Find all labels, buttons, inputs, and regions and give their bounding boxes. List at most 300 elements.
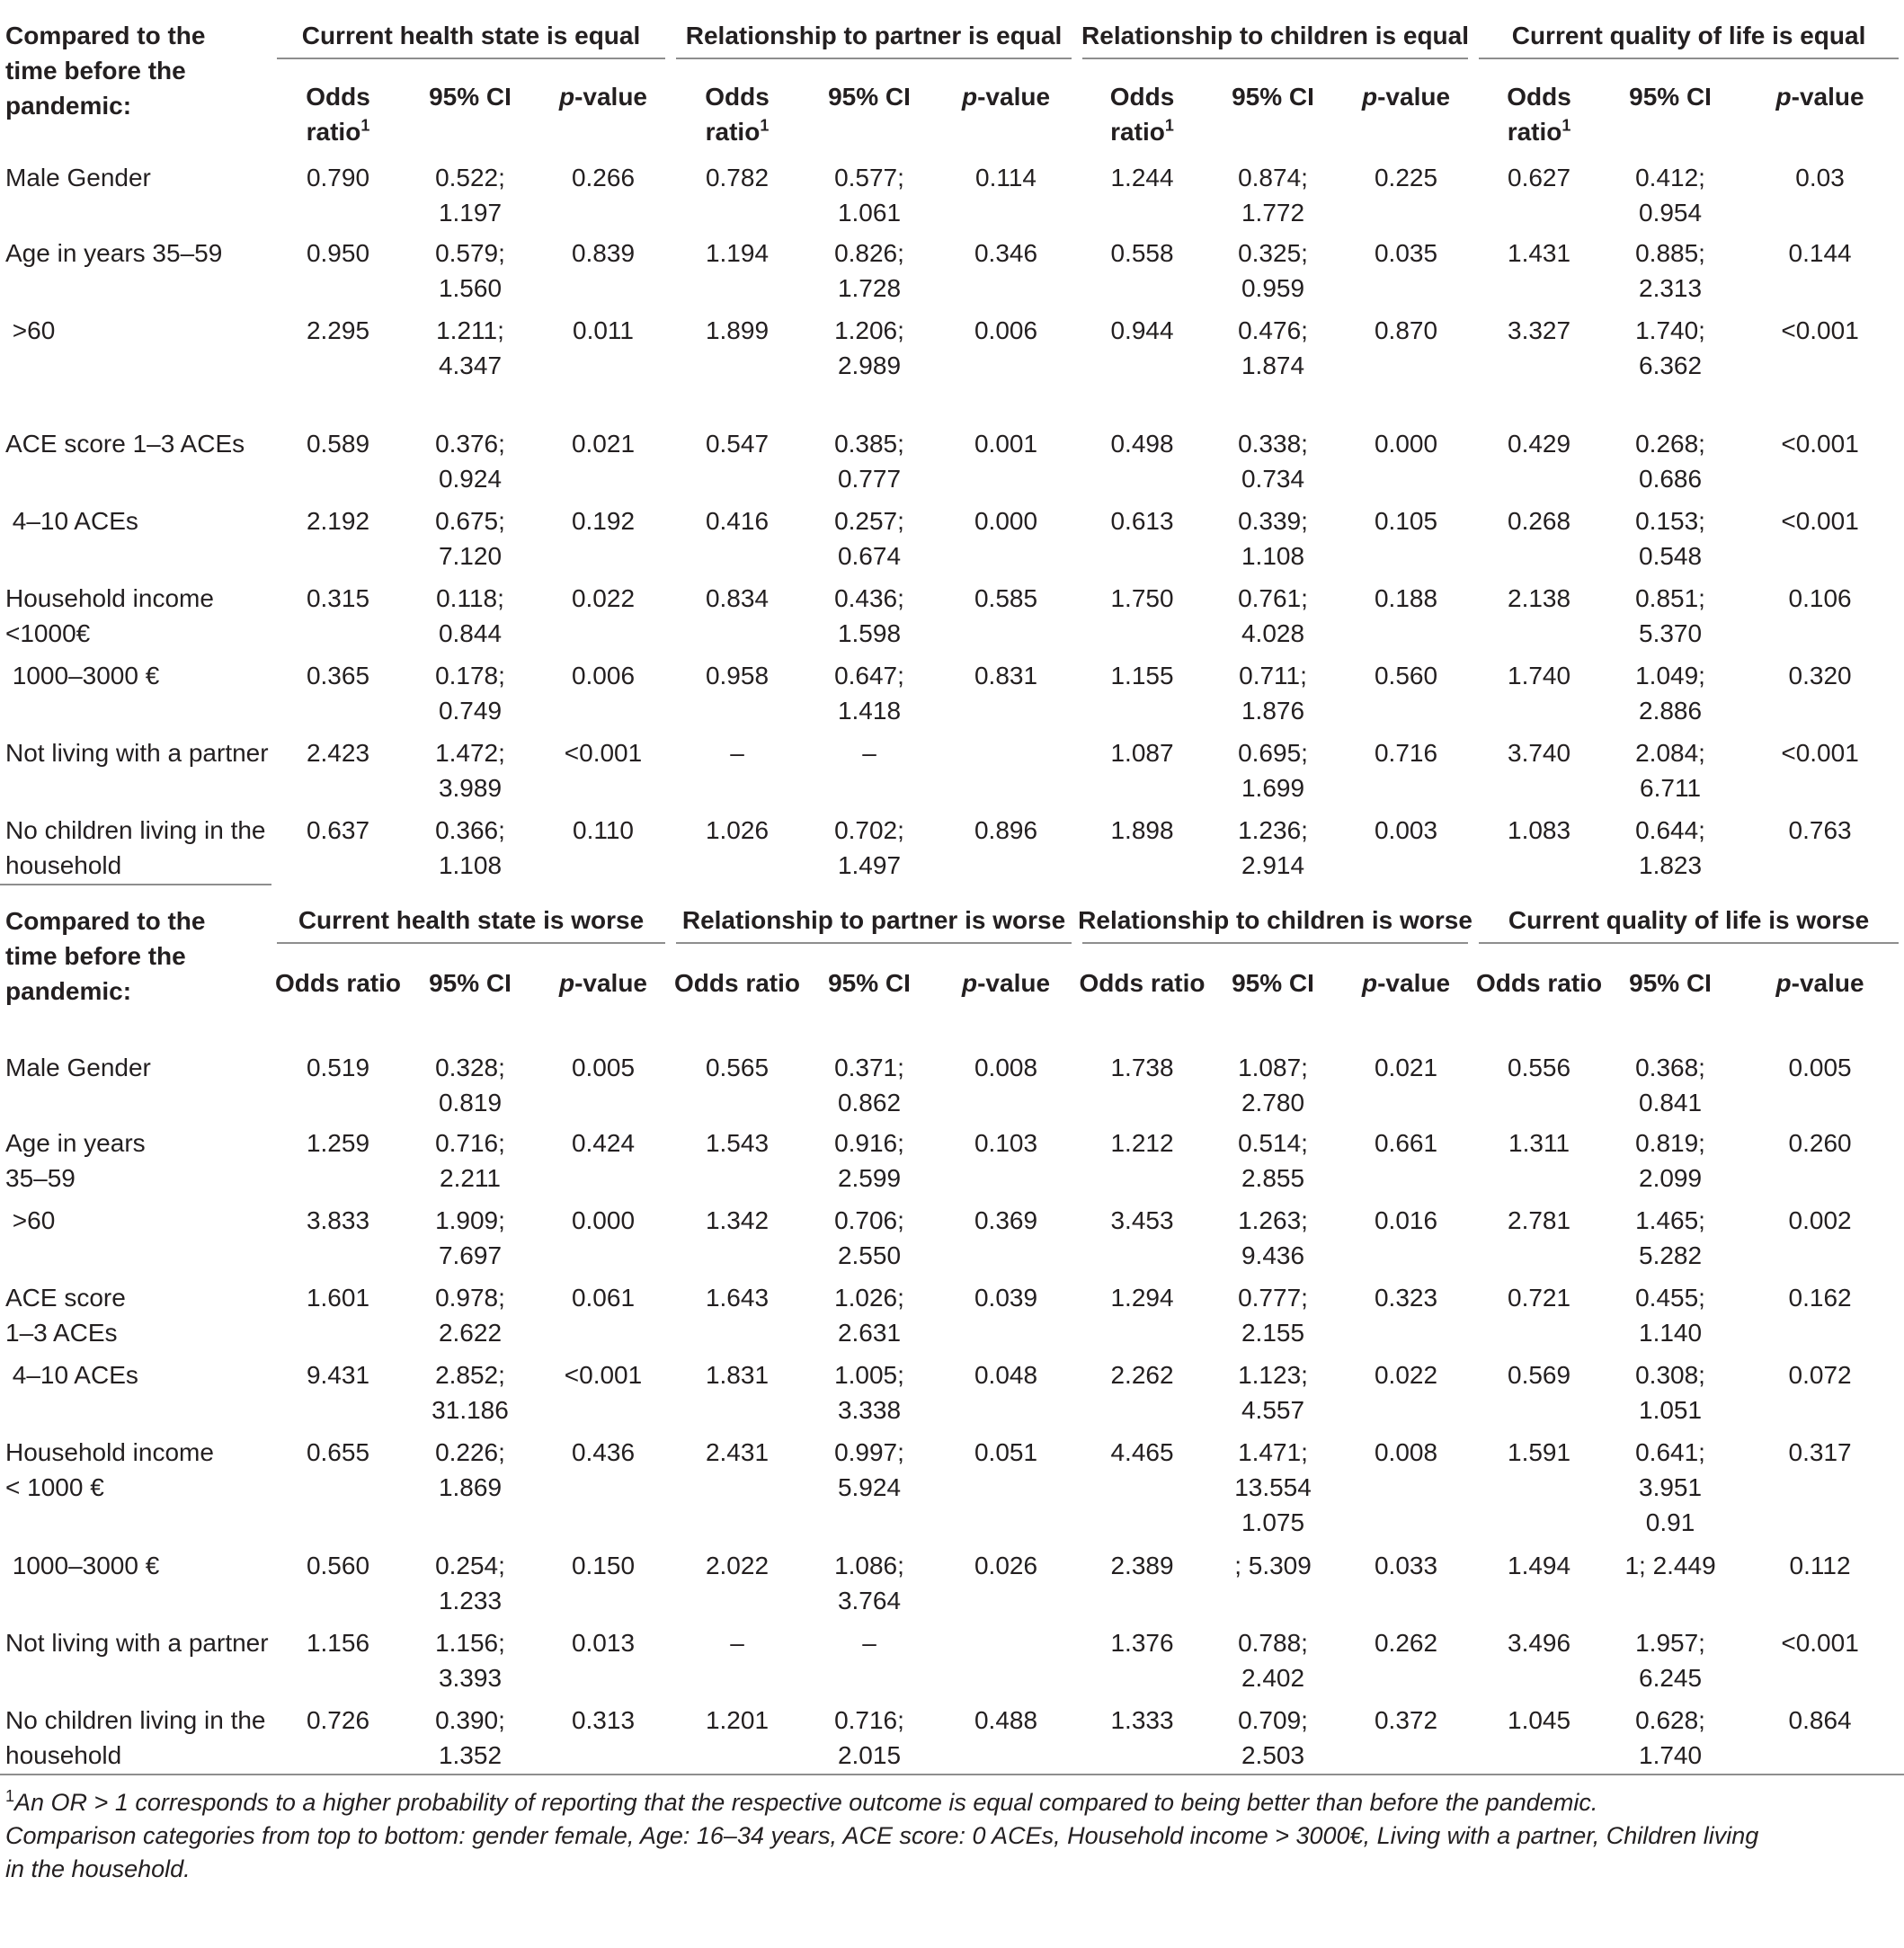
- col-odds-ratio-text: Odds: [705, 83, 770, 111]
- ci-cell-line: 1.140: [1639, 1319, 1703, 1347]
- ci-cell-line: 4.347: [438, 351, 503, 379]
- ci-cell-line: 0.647;: [834, 662, 904, 689]
- odds-ratio-cell: [1077, 1620, 1207, 1697]
- ci-cell-line: 0.709;: [1238, 1706, 1308, 1734]
- col-odds-ratio-text: Odds ratio: [1476, 969, 1603, 997]
- p-value-cell-line: 0.585: [974, 584, 1038, 612]
- p-value-cell: [1736, 1429, 1904, 1543]
- p-value-cell: [935, 1275, 1077, 1352]
- p-value-cell: [1339, 421, 1473, 498]
- ci-cell-line: 1.156;: [435, 1629, 505, 1657]
- ci-cell: [1605, 1039, 1736, 1120]
- ci-cell-line: 0.325;: [1238, 239, 1308, 267]
- group-header: [1077, 885, 1473, 962]
- row-label: [0, 1620, 271, 1697]
- ci-cell: [405, 807, 536, 885]
- col-p-italic: p: [558, 969, 575, 997]
- p-value-cell: [1339, 1543, 1473, 1620]
- odds-ratio-cell-line: 3.496: [1508, 1629, 1571, 1657]
- p-value-cell: [536, 730, 671, 807]
- ci-cell: [1605, 230, 1736, 307]
- col-p-rest: -value: [977, 969, 1051, 997]
- col-p-rest: -value: [977, 83, 1051, 111]
- p-value-cell-line: 0.072: [1788, 1361, 1852, 1389]
- ci-cell: [1605, 1429, 1736, 1543]
- p-value-cell-line: 0.864: [1788, 1706, 1852, 1734]
- col-odds-ratio-line: [671, 965, 804, 1001]
- p-value-cell-line: 0.016: [1374, 1206, 1438, 1234]
- odds-ratio-cell-line: 0.365: [306, 662, 370, 689]
- p-value-cell-line: 0.103: [974, 1129, 1038, 1157]
- p-value-cell-line: 0.022: [571, 584, 636, 612]
- p-value-cell: [1736, 1197, 1904, 1275]
- table-row: [0, 307, 1904, 421]
- odds-ratio-cell: [1473, 1120, 1605, 1197]
- p-value-cell-line: 0.022: [1374, 1361, 1438, 1389]
- p-value-cell-line: 0.005: [1788, 1054, 1852, 1081]
- ci-cell-line: 0.761;: [1238, 584, 1308, 612]
- row-label: [0, 1352, 271, 1429]
- p-value-cell: [1339, 307, 1473, 421]
- ci-cell-line: 1.909;: [435, 1206, 505, 1234]
- ci-cell-line: 2.503: [1241, 1741, 1305, 1769]
- row-label-line: Not living with a partner: [5, 739, 269, 767]
- ci-cell-line: 1.740;: [1635, 316, 1705, 344]
- odds-ratio-cell: [271, 149, 405, 230]
- odds-ratio-cell: [271, 1120, 405, 1197]
- p-value-cell-line: 0.114: [975, 164, 1037, 191]
- ci-cell: [804, 1275, 935, 1352]
- ci-cell: [405, 653, 536, 730]
- p-value-cell-line: 0.013: [571, 1629, 636, 1657]
- ci-cell-line: 2.313: [1639, 274, 1703, 302]
- odds-ratio-cell: [271, 421, 405, 498]
- col-p-value: [935, 76, 1077, 149]
- col-odds-ratio: [671, 962, 804, 1039]
- odds-ratio-cell-line: 3.833: [306, 1206, 370, 1234]
- col-p-rest: -value: [1791, 969, 1864, 997]
- odds-ratio-cell-line: 0.565: [705, 1054, 770, 1081]
- ci-cell-line: 1.957;: [1635, 1629, 1705, 1657]
- ci-cell-line: ; 5.309: [1234, 1552, 1312, 1579]
- col-p-rest: -value: [574, 83, 648, 111]
- odds-ratio-cell: [271, 807, 405, 885]
- p-value-cell-line: 0.021: [1374, 1054, 1438, 1081]
- table-row: [0, 1697, 1904, 1775]
- ci-cell: [1605, 1620, 1736, 1697]
- ci-cell-line: 3.989: [438, 774, 503, 802]
- p-value-cell-line: 0.323: [1374, 1284, 1438, 1312]
- row-label: [0, 1429, 271, 1543]
- p-value-cell: [536, 807, 671, 885]
- p-value-cell: [536, 1352, 671, 1429]
- p-value-cell-line: 0.03: [1795, 164, 1845, 191]
- p-value-cell-line: 0.424: [571, 1129, 636, 1157]
- p-value-cell-line: 0.000: [1374, 430, 1438, 458]
- group-title: Current health state is worse: [298, 906, 645, 934]
- p-value-cell-line: 0.105: [1374, 507, 1438, 535]
- odds-ratio-cell-line: 0.834: [705, 584, 770, 612]
- p-value-cell-line: 0.002: [1788, 1206, 1852, 1234]
- table-row: [0, 1120, 1904, 1197]
- odds-ratio-cell-line: 1.311: [1508, 1129, 1570, 1157]
- p-value-cell-line: 0.896: [974, 816, 1038, 844]
- p-value-cell: [1736, 149, 1904, 230]
- ci-cell-line: 3.951: [1639, 1473, 1703, 1501]
- table-row: [0, 653, 1904, 730]
- ci-cell-line: 2.211: [440, 1164, 501, 1192]
- ci-cell-line: 0.706;: [834, 1206, 904, 1234]
- odds-ratio-cell: [1077, 653, 1207, 730]
- odds-ratio-cell-line: 0.782: [705, 164, 770, 191]
- p-value-cell: [935, 1039, 1077, 1120]
- p-value-cell: [935, 421, 1077, 498]
- odds-ratio-cell: [1077, 230, 1207, 307]
- ci-cell: [1207, 307, 1339, 421]
- odds-ratio-cell: [1077, 498, 1207, 575]
- col-odds-ratio-line: [1473, 114, 1605, 149]
- col-odds-ratio-text: Odds ratio: [1079, 969, 1206, 997]
- row-label: [0, 1275, 271, 1352]
- ci-cell: [804, 1120, 935, 1197]
- odds-ratio-cell: [671, 807, 804, 885]
- ci-cell-line: 1; 2.449: [1624, 1552, 1716, 1579]
- row-label: [0, 575, 271, 653]
- ci-cell-line: 0.777;: [1238, 1284, 1308, 1312]
- ci-cell: [1605, 149, 1736, 230]
- col-p-rest: -value: [1791, 83, 1864, 111]
- odds-ratio-cell: [671, 653, 804, 730]
- ci-cell: [1605, 807, 1736, 885]
- odds-ratio-cell: [1473, 1352, 1605, 1429]
- ci-cell: [804, 421, 935, 498]
- col-odds-ratio: [671, 76, 804, 149]
- group-title: Current health state is equal: [301, 22, 641, 49]
- ci-cell: [804, 230, 935, 307]
- col-odds-ratio-text: ratio: [1110, 118, 1165, 146]
- group-underline: [676, 58, 1072, 59]
- p-value-cell-line: 0.716: [1374, 739, 1438, 767]
- ci-cell-line: 0.702;: [834, 816, 904, 844]
- ci-cell: [1605, 307, 1736, 421]
- odds-ratio-cell-line: 0.589: [306, 430, 370, 458]
- odds-ratio-cell-line: 0.655: [306, 1438, 370, 1466]
- group-title: Current quality of life is equal: [1511, 22, 1866, 49]
- ci-cell: [804, 149, 935, 230]
- odds-ratio-cell: [1077, 730, 1207, 807]
- ci-cell-line: 2.155: [1241, 1319, 1305, 1347]
- ci-cell-line: 0.628;: [1635, 1706, 1705, 1734]
- odds-ratio-cell-line: –: [730, 1629, 744, 1657]
- p-value-cell: [1736, 1039, 1904, 1120]
- row-header-cell: [0, 0, 271, 149]
- col-odds-ratio-line: [1473, 965, 1605, 1001]
- odds-ratio-cell: [671, 1120, 804, 1197]
- ci-cell: [804, 1543, 935, 1620]
- p-value-cell: [1339, 1697, 1473, 1775]
- table-row: [0, 230, 1904, 307]
- odds-ratio-cell: [271, 1197, 405, 1275]
- p-value-cell-line: 0.661: [1374, 1129, 1438, 1157]
- col-odds-ratio: [1077, 962, 1207, 1039]
- odds-ratio-cell-line: 0.560: [306, 1552, 370, 1579]
- col-odds-ratio: [271, 962, 405, 1039]
- odds-ratio-cell-line: 0.556: [1508, 1054, 1571, 1081]
- ci-cell-line: 0.675;: [435, 507, 505, 535]
- footnote-line-3: in the household.: [5, 1855, 191, 1882]
- ci-cell: [405, 307, 536, 421]
- footnote-reference-categories: [5, 1819, 1893, 1886]
- ci-cell-line: 0.924: [438, 465, 503, 493]
- ci-cell-line: 0.959: [1241, 274, 1305, 302]
- ci-cell-line: 0.749: [438, 697, 503, 725]
- ci-cell-line: 1.087;: [1238, 1054, 1308, 1081]
- row-label: [0, 730, 271, 807]
- row-header-line: time before the: [5, 942, 186, 970]
- row-label-line: 1000–3000 €: [5, 1552, 160, 1579]
- ci-cell-line: 4.028: [1241, 619, 1305, 647]
- ci-cell-line: 0.577;: [834, 164, 904, 191]
- group-title: Relationship to partner is equal: [685, 22, 1063, 49]
- group-header: [1473, 885, 1904, 962]
- p-value-cell-line: 0.110: [573, 816, 634, 844]
- p-value-cell: [536, 498, 671, 575]
- p-value-cell-line: 0.313: [571, 1706, 636, 1734]
- group-header: [271, 885, 671, 962]
- group-title: Relationship to partner is worse: [681, 906, 1066, 934]
- odds-ratio-cell: [1473, 1275, 1605, 1352]
- p-value-cell-line: 0.560: [1374, 662, 1438, 689]
- p-value-cell-line: 0.260: [1788, 1129, 1852, 1157]
- ci-cell-line: 0.338;: [1238, 430, 1308, 458]
- table-row: [0, 1543, 1904, 1620]
- col-odds-ratio-text: Odds: [306, 83, 370, 111]
- odds-ratio-cell-line: 0.944: [1110, 316, 1174, 344]
- odds-ratio-cell: [1473, 230, 1605, 307]
- odds-ratio-cell-line: 0.519: [306, 1054, 370, 1081]
- p-value-cell: [1339, 1429, 1473, 1543]
- ci-cell-line: 0.885;: [1635, 239, 1705, 267]
- odds-ratio-cell-line: 1.083: [1508, 816, 1571, 844]
- col-odds-ratio-line: [671, 114, 804, 149]
- p-value-cell: [1339, 653, 1473, 730]
- p-value-cell: [1736, 498, 1904, 575]
- ci-cell-line: 1.236;: [1238, 816, 1308, 844]
- ci-cell-line: 0.716;: [435, 1129, 505, 1157]
- p-value-cell-line: 0.144: [1788, 239, 1852, 267]
- row-label-line: 1–3 ACEs: [5, 1319, 118, 1347]
- odds-ratio-cell-line: 1.899: [705, 316, 770, 344]
- footnote-ref: 1: [1561, 116, 1571, 135]
- odds-ratio-cell-line: 1.194: [705, 239, 770, 267]
- ci-cell-line: 2.886: [1639, 697, 1703, 725]
- group-header: [671, 0, 1077, 76]
- ci-cell: [405, 1120, 536, 1197]
- col-odds-ratio-text: Odds: [1109, 83, 1175, 111]
- ci-cell-line: 2.631: [837, 1319, 902, 1347]
- ci-cell: [1605, 1275, 1736, 1352]
- row-header-line: pandemic:: [5, 977, 132, 1005]
- odds-ratio-cell-line: 0.315: [306, 584, 370, 612]
- odds-ratio-cell: [671, 421, 804, 498]
- ci-cell: [1207, 230, 1339, 307]
- odds-ratio-cell: [1473, 653, 1605, 730]
- p-value-cell: [935, 653, 1077, 730]
- odds-ratio-cell: [1077, 307, 1207, 421]
- p-value-cell-line: <0.001: [1781, 1629, 1859, 1657]
- row-label: [0, 307, 271, 421]
- odds-ratio-cell: [1077, 1352, 1207, 1429]
- row-label-line: Age in years 35–59: [5, 239, 223, 267]
- odds-ratio-cell-line: 1.155: [1110, 662, 1174, 689]
- p-value-cell: [935, 1352, 1077, 1429]
- p-value-cell-line: 0.488: [974, 1706, 1038, 1734]
- odds-ratio-cell: [1077, 149, 1207, 230]
- ci-cell-line: 0.328;: [435, 1054, 505, 1081]
- group-title: Current quality of life is worse: [1508, 906, 1870, 934]
- col-odds-ratio-line: [671, 79, 804, 114]
- p-value-cell: [536, 307, 671, 421]
- odds-ratio-cell-line: 2.138: [1508, 584, 1571, 612]
- col-p-italic: p: [1362, 969, 1378, 997]
- ci-cell: [804, 1039, 935, 1120]
- ci-cell: [405, 230, 536, 307]
- p-value-cell: [1339, 1197, 1473, 1275]
- ci-cell-line: 0.641;: [1635, 1438, 1705, 1466]
- odds-ratio-cell-line: 1.750: [1110, 584, 1174, 612]
- p-value-cell-line: 0.150: [571, 1552, 636, 1579]
- p-value-cell: [536, 1429, 671, 1543]
- p-value-cell: [1736, 1352, 1904, 1429]
- group-underline: [277, 58, 665, 59]
- odds-ratio-cell-line: 0.498: [1110, 430, 1174, 458]
- p-value-cell: [935, 307, 1077, 421]
- ci-cell-line: 1.086;: [834, 1552, 904, 1579]
- col-odds-ratio: [1077, 76, 1207, 149]
- odds-ratio-cell-line: 1.259: [306, 1129, 370, 1157]
- table-row: [0, 498, 1904, 575]
- table-row: [0, 421, 1904, 498]
- p-value-cell: [536, 1120, 671, 1197]
- ci-cell-line: 0.385;: [834, 430, 904, 458]
- ci-cell-line: 0.711;: [1239, 662, 1307, 689]
- ci-cell-line: 0.368;: [1635, 1054, 1705, 1081]
- col-ci: 95% CI: [1232, 969, 1314, 997]
- p-value-cell-line: 0.369: [974, 1206, 1038, 1234]
- p-value-cell-line: 0.162: [1788, 1284, 1852, 1312]
- ci-cell-line: 3.338: [837, 1396, 902, 1424]
- odds-ratio-cell: [1077, 1429, 1207, 1543]
- p-value-cell-line: 0.225: [1374, 164, 1438, 191]
- p-value-cell: [536, 1620, 671, 1697]
- p-value-cell-line: 0.026: [974, 1552, 1038, 1579]
- ci-cell-line: 0.339;: [1238, 507, 1308, 535]
- footnote-line-1: An OR > 1 corresponds to a higher probability of reporting that the respective outcome is equal compared to being better than before the pandemic.: [14, 1789, 1598, 1816]
- ci-cell: [1207, 421, 1339, 498]
- p-value-cell-line: 0.831: [974, 662, 1038, 689]
- col-odds-ratio-text: Odds: [1507, 83, 1571, 111]
- ci-cell-line: 2.914: [1241, 851, 1305, 879]
- ci-cell-line: –: [862, 1629, 876, 1657]
- p-value-cell: [1736, 653, 1904, 730]
- p-value-cell: [1339, 498, 1473, 575]
- p-value-cell: [1339, 1275, 1473, 1352]
- row-label-line: 35–59: [5, 1164, 76, 1192]
- col-ci: 95% CI: [828, 969, 911, 997]
- table-row: [0, 807, 1904, 885]
- ci-cell-line: 0.716;: [834, 1706, 904, 1734]
- row-label-line: ACE score 1–3 ACEs: [5, 430, 245, 458]
- odds-ratio-cell: [671, 230, 804, 307]
- ci-cell: [405, 730, 536, 807]
- row-header-line: time before the: [5, 57, 186, 85]
- p-value-cell: [1736, 1697, 1904, 1775]
- p-value-cell-line: 0.008: [974, 1054, 1038, 1081]
- column-header-row: [0, 962, 1904, 1039]
- ci-cell-line: 0.226;: [435, 1438, 505, 1466]
- table-row: [0, 1275, 1904, 1352]
- group-underline: [1479, 942, 1899, 944]
- ci-cell-line: 1.465;: [1635, 1206, 1705, 1234]
- ci-cell-line: 9.436: [1241, 1241, 1305, 1269]
- col-odds-ratio: [1473, 962, 1605, 1039]
- ci-cell-line: 0.954: [1639, 199, 1703, 227]
- row-label: [0, 230, 271, 307]
- odds-ratio-cell: [1473, 421, 1605, 498]
- ci-cell-line: 1.108: [1241, 542, 1305, 570]
- col-p-italic: p: [1775, 969, 1792, 997]
- p-value-cell: [536, 230, 671, 307]
- odds-ratio-cell-line: 3.453: [1110, 1206, 1174, 1234]
- group-header-row: [0, 885, 1904, 962]
- p-value-cell-line: 0.039: [974, 1284, 1038, 1312]
- odds-ratio-cell: [1473, 807, 1605, 885]
- odds-ratio-cell-line: 1.376: [1110, 1629, 1174, 1657]
- odds-ratio-cell: [671, 149, 804, 230]
- ci-cell: [1605, 1543, 1736, 1620]
- ci-cell-line: 0.436;: [834, 584, 904, 612]
- p-value-cell-line: 0.011: [573, 316, 634, 344]
- ci-cell: [1207, 807, 1339, 885]
- table-row: [0, 149, 1904, 230]
- footnote-line-2: Comparison categories from top to bottom: gender female, Age: 16–34 years, ACE score: 0 ACEs, Household income > 3000€, Living with a partner, Children living: [5, 1822, 1759, 1849]
- p-value-cell-line: <0.001: [1781, 507, 1859, 535]
- odds-ratio-cell-line: 1.601: [306, 1284, 370, 1312]
- ci-cell-line: 6.711: [1640, 774, 1702, 802]
- ci-cell-line: 1.108: [438, 851, 503, 879]
- ci-cell: [804, 1429, 935, 1543]
- odds-ratio-cell-line: 0.721: [1508, 1284, 1571, 1312]
- col-p-value: [536, 76, 671, 149]
- ci-cell: [405, 1620, 536, 1697]
- odds-ratio-cell: [1473, 1429, 1605, 1543]
- col-p-italic: p: [1362, 83, 1378, 111]
- odds-ratio-cell-line: 2.192: [306, 507, 370, 535]
- ci-cell-line: 7.697: [438, 1241, 503, 1269]
- p-value-cell-line: 0.003: [1374, 816, 1438, 844]
- p-value-cell-line: 0.021: [571, 430, 636, 458]
- ci-cell: [1207, 575, 1339, 653]
- p-value-cell-line: 0.001: [974, 430, 1038, 458]
- col-ci: 95% CI: [429, 969, 512, 997]
- ci-cell-line: 1.472;: [435, 739, 505, 767]
- p-value-cell: [1736, 1620, 1904, 1697]
- odds-ratio-cell: [1077, 1197, 1207, 1275]
- col-odds-ratio-line: [271, 965, 405, 1001]
- ci-cell-line: 31.186: [432, 1396, 509, 1424]
- group-header: [1077, 0, 1473, 76]
- row-label-line: <1000€: [5, 619, 91, 647]
